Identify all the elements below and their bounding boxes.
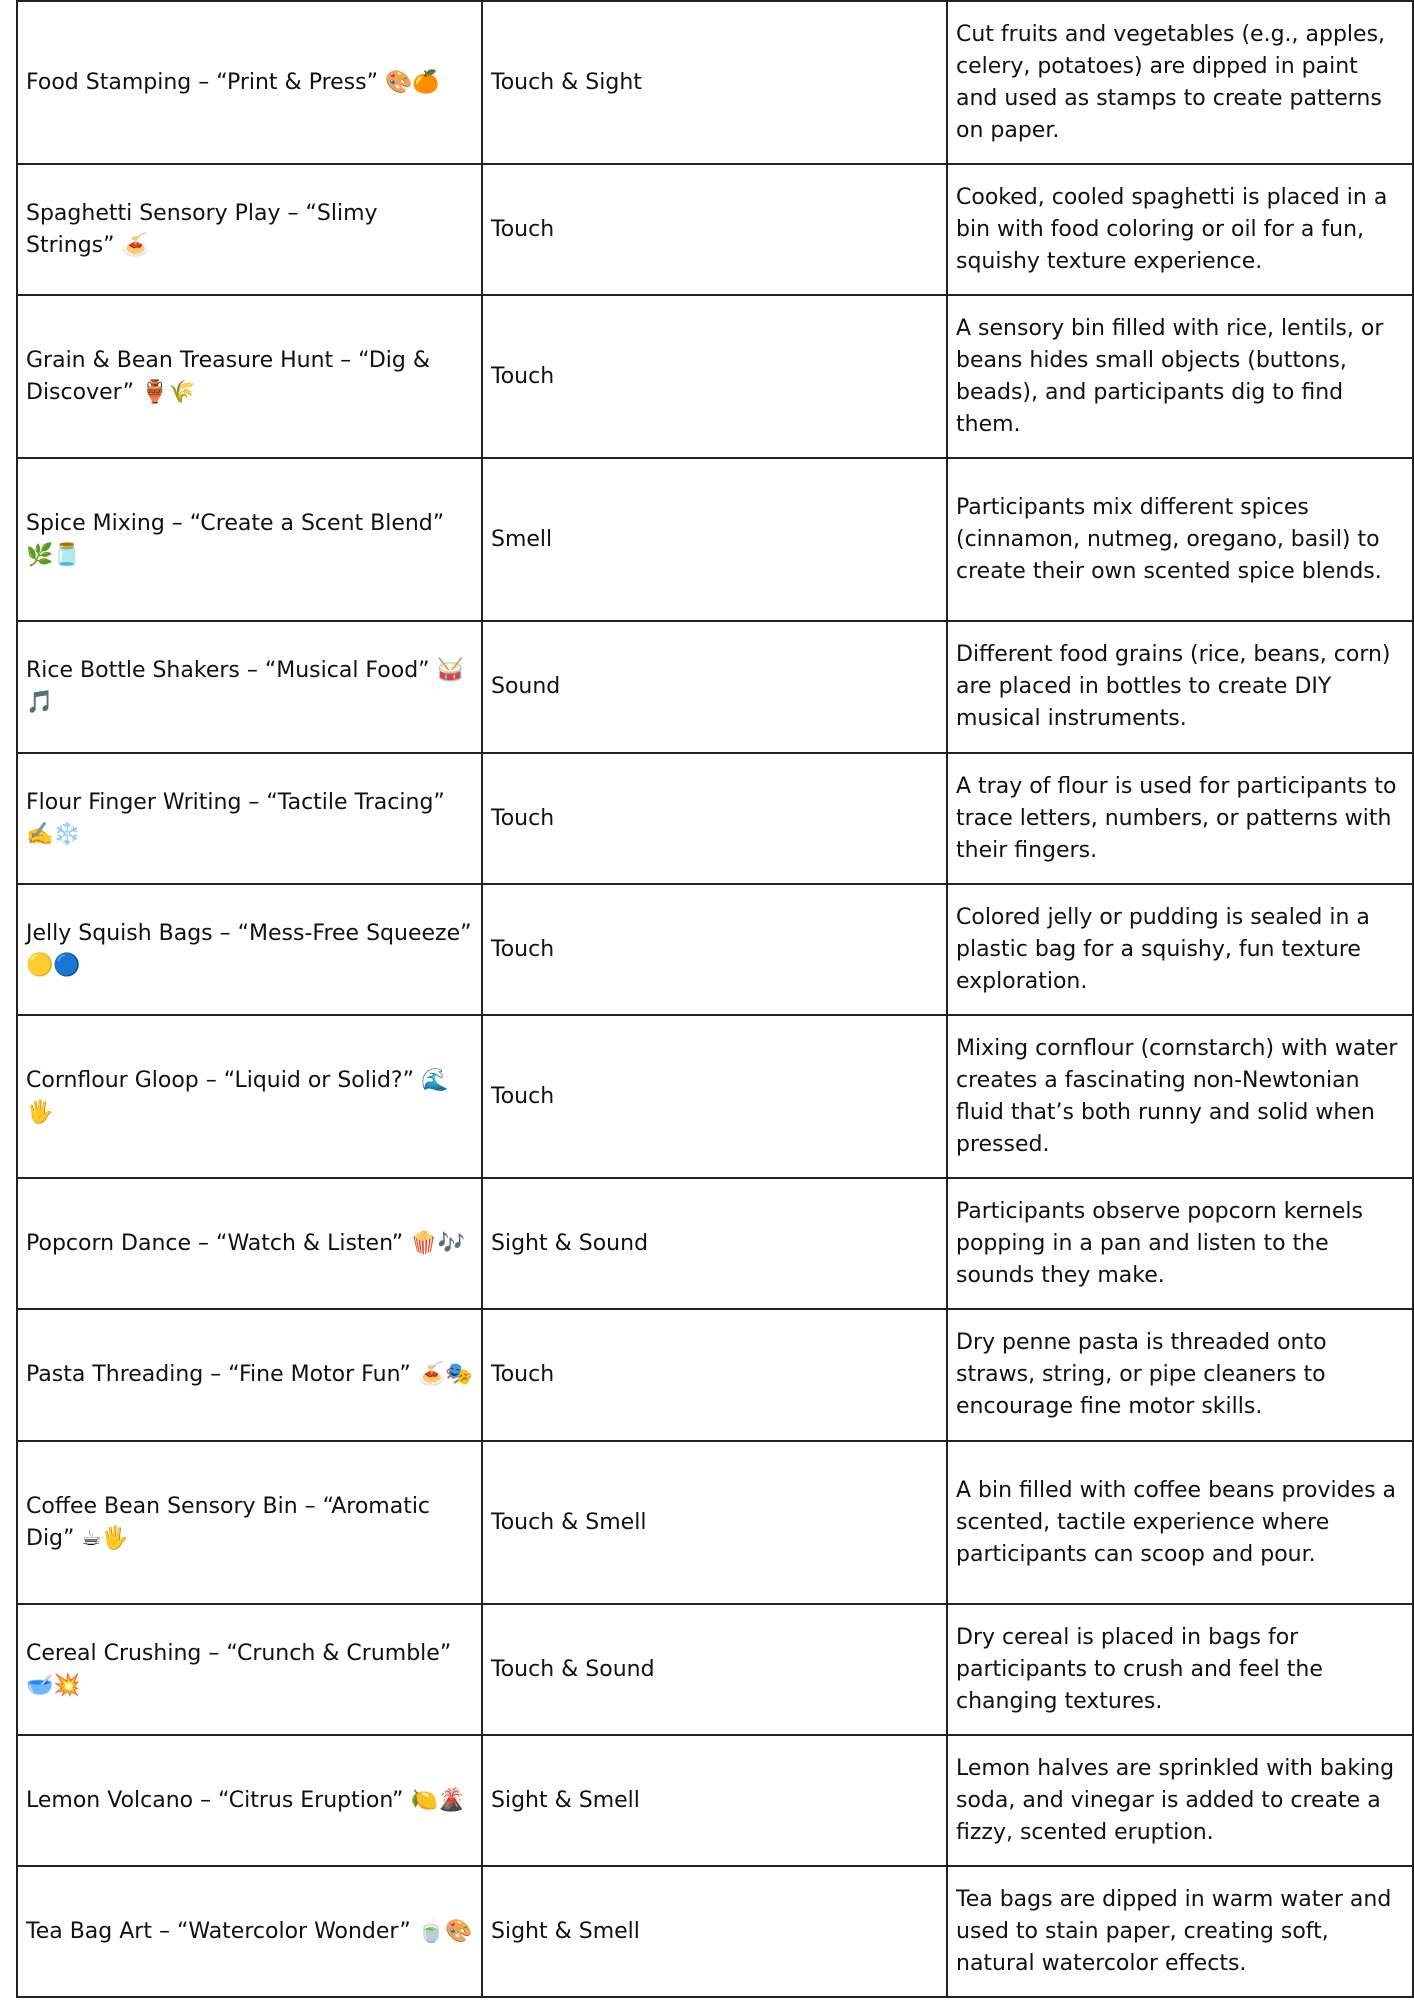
description-cell: Different food grains (rice, beans, corn) are placed in bottles to create DIY musical instruments. [947,621,1413,753]
description-cell: Dry cereal is placed in bags for participants to crush and feel the changing textures. [947,1604,1413,1735]
activity-cell: Spaghetti Sensory Play – “Slimy Strings” 🍝 [17,164,482,295]
activity-cell: Food Stamping – “Print & Press” 🎨🍊 [17,1,482,164]
activity-cell: Jelly Squish Bags – “Mess-Free Squeeze” 🟡🔵 [17,884,482,1015]
table-row [17,1015,1413,1178]
table-row [17,884,1413,1015]
sense-cell: Touch [482,1015,947,1178]
description-cell: A sensory bin filled with rice, lentils, or beans hides small objects (buttons, beads), and participants dig to find them. [947,295,1413,458]
description-cell: A bin filled with coffee beans provides a scented, tactile experience where participants can scoop and pour. [947,1441,1413,1604]
description-cell: Dry penne pasta is threaded onto straws, string, or pipe cleaners to encourage fine motor skills. [947,1309,1413,1441]
sense-cell: Sight & Smell [482,1735,947,1866]
activity-cell: Lemon Volcano – “Citrus Eruption” 🍋🌋 [17,1735,482,1866]
table-row [17,1441,1413,1604]
sense-cell: Touch [482,164,947,295]
table-row [17,753,1413,884]
activity-cell: Popcorn Dance – “Watch & Listen” 🍿🎶 [17,1178,482,1309]
activity-cell: Cereal Crushing – “Crunch & Crumble” 🥣💥 [17,1604,482,1735]
table-row [17,164,1413,295]
sense-cell: Touch [482,753,947,884]
activity-cell: Spice Mixing – “Create a Scent Blend” 🌿🫙 [17,458,482,621]
sense-cell: Sight & Smell [482,1866,947,1997]
description-cell: Cooked, cooled spaghetti is placed in a bin with food coloring or oil for a fun, squishy texture experience. [947,164,1413,295]
sense-cell: Touch & Smell [482,1441,947,1604]
description-cell: Lemon halves are sprinkled with baking soda, and vinegar is added to create a fizzy, scented eruption. [947,1735,1413,1866]
sense-cell: Sight & Sound [482,1178,947,1309]
activity-cell: Coffee Bean Sensory Bin – “Aromatic Dig” ☕🖐️ [17,1441,482,1604]
description-cell: Participants mix different spices (cinnamon, nutmeg, oregano, basil) to create their own scented spice blends. [947,458,1413,621]
description-cell: Cut fruits and vegetables (e.g., apples, celery, potatoes) are dipped in paint and used as stamps to create patterns on paper. [947,1,1413,164]
description-cell: A tray of flour is used for participants to trace letters, numbers, or patterns with their fingers. [947,753,1413,884]
activities-table [16,0,1414,1998]
table-row [17,1309,1413,1441]
sense-cell: Smell [482,458,947,621]
activity-cell: Grain & Bean Treasure Hunt – “Dig & Discover” 🏺🌾 [17,295,482,458]
description-cell: Participants observe popcorn kernels popping in a pan and listen to the sounds they make. [947,1178,1413,1309]
description-cell: Mixing cornflour (cornstarch) with water creates a fascinating non-Newtonian fluid that’s both runny and solid when pressed. [947,1015,1413,1178]
activity-cell: Tea Bag Art – “Watercolor Wonder” 🍵🎨 [17,1866,482,1997]
sense-cell: Touch [482,295,947,458]
table-row [17,621,1413,753]
activity-cell: Flour Finger Writing – “Tactile Tracing” ✍️❄️ [17,753,482,884]
sense-cell: Sound [482,621,947,753]
description-cell: Tea bags are dipped in warm water and used to stain paper, creating soft, natural watercolor effects. [947,1866,1413,1997]
table-row [17,1178,1413,1309]
table-row [17,1735,1413,1866]
table-row [17,1,1413,164]
table-row [17,1604,1413,1735]
table-row [17,295,1413,458]
activity-cell: Cornflour Gloop – “Liquid or Solid?” 🌊🖐️ [17,1015,482,1178]
description-cell: Colored jelly or pudding is sealed in a plastic bag for a squishy, fun texture exploration. [947,884,1413,1015]
table-row [17,1866,1413,1997]
activity-cell: Rice Bottle Shakers – “Musical Food” 🥁🎵 [17,621,482,753]
activity-cell: Pasta Threading – “Fine Motor Fun” 🍝🎭 [17,1309,482,1441]
sense-cell: Touch & Sight [482,1,947,164]
sense-cell: Touch & Sound [482,1604,947,1735]
sense-cell: Touch [482,884,947,1015]
table-row [17,458,1413,621]
sense-cell: Touch [482,1309,947,1441]
